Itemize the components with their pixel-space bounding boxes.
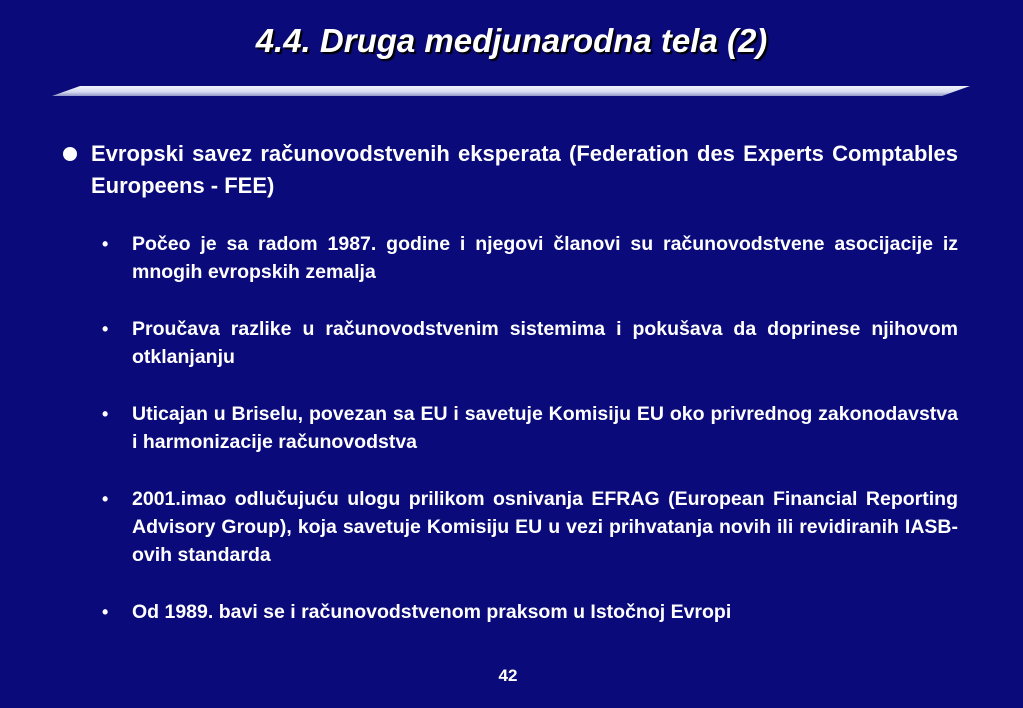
main-bullet-dot (63, 147, 77, 161)
sub-bullet-item (100, 598, 958, 626)
sub-bullet-item (100, 400, 958, 456)
sub-bullet-dot: • (102, 404, 109, 424)
sub-bullet-text: Proučava razlike u računovodstvenim sistemima i pokušava da doprinese njihovom otklanjanju (132, 318, 958, 368)
sub-bullet-text: Počeo je sa radom 1987. godine i njegovi članovi su računovodstvene asocijacije iz mnogih evropskih zemalja (132, 233, 958, 283)
sub-bullet-text: Uticajan u Briselu, povezan sa EU i savetuje Komisiju EU oko privrednog zakonodavstva i harmonizacije računovodstva (132, 403, 958, 453)
sub-bullet-text: Od 1989. bavi se i računovodstvenom praksom u Istočnoj Evropi (132, 601, 732, 623)
sub-bullet-item (100, 485, 958, 569)
main-bullet-text: Evropski savez računovodstvenih eksperata (Federation des Experts Comptables Europeens - FEE) (91, 141, 958, 198)
sub-bullet-list (100, 230, 958, 655)
title-divider (52, 84, 970, 98)
sub-bullet-dot: • (102, 602, 109, 622)
sub-bullet-item (100, 315, 958, 371)
main-bullet (60, 138, 958, 202)
slide-title: 4.4. Druga medjunarodna tela (2) (255, 22, 768, 59)
sub-bullet-dot: • (102, 319, 109, 339)
page-number: 42 (498, 666, 518, 685)
sub-bullet-item (100, 230, 958, 286)
sub-bullet-dot: • (102, 234, 109, 254)
sub-bullet-dot: • (102, 489, 109, 509)
sub-bullet-text: 2001.imao odlučujuću ulogu prilikom osnivanja EFRAG (European Financial Reporting Advisory Group), koja savetuje Komisiju EU u vezi prihvatanja novih ili revidiranih IASB-ovih standarda (132, 488, 958, 566)
